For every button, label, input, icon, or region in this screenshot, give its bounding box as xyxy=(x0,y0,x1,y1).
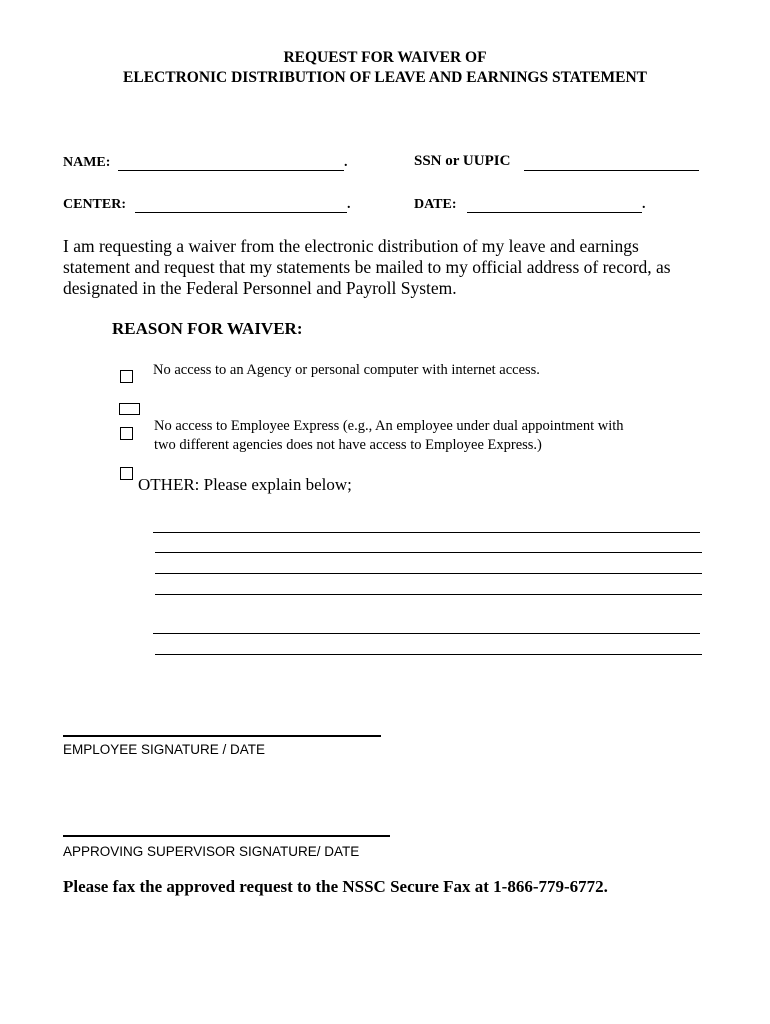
name-field[interactable] xyxy=(118,170,344,171)
fax-instruction: Please fax the approved request to the NSSC Secure Fax at 1-866-779-6772. xyxy=(63,877,608,896)
center-field-terminator: . xyxy=(347,197,351,212)
explanation-line-2[interactable] xyxy=(155,552,702,553)
explanation-line-6[interactable] xyxy=(155,654,702,655)
waiver-statement-line-3: designated in the Federal Personnel and Payroll System. xyxy=(63,278,457,298)
checkbox-no-computer-access[interactable] xyxy=(120,370,133,383)
employee-signature-line[interactable] xyxy=(63,735,381,737)
name-field-terminator: . xyxy=(344,155,348,170)
explanation-line-4[interactable] xyxy=(155,594,702,595)
date-field[interactable] xyxy=(467,212,642,213)
form-title-line-1: REQUEST FOR WAIVER OF xyxy=(283,49,487,66)
waiver-statement-line-2: statement and request that my statements be mailed to my official address of record, as xyxy=(63,257,671,277)
option-no-employee-express xyxy=(154,417,624,455)
ssn-label: SSN or UUPIC xyxy=(414,153,511,169)
supervisor-signature-label: APPROVING SUPERVISOR SIGNATURE/ DATE xyxy=(63,844,360,859)
waiver-statement xyxy=(63,236,723,299)
option-no-employee-express-line-2: two different agencies does not have access to Employee Express.) xyxy=(154,437,542,453)
date-label: DATE: xyxy=(414,197,457,212)
center-label: CENTER: xyxy=(63,197,127,212)
supervisor-signature-line[interactable] xyxy=(63,835,390,837)
reason-heading: REASON FOR WAIVER: xyxy=(112,319,303,338)
option-no-computer-access: No access to an Agency or personal computer with internet access. xyxy=(153,362,540,378)
date-field-terminator: . xyxy=(642,197,646,212)
employee-signature-label: EMPLOYEE SIGNATURE / DATE xyxy=(63,742,266,757)
explanation-line-5[interactable] xyxy=(153,633,700,634)
name-label: NAME: xyxy=(63,155,111,170)
explanation-line-3[interactable] xyxy=(155,573,702,574)
option-no-employee-express-line-1: No access to Employee Express (e.g., An employee under dual appointment with xyxy=(154,418,624,434)
checkbox-no-employee-express[interactable] xyxy=(120,427,133,440)
center-field[interactable] xyxy=(135,212,347,213)
checkbox-other[interactable] xyxy=(120,467,133,480)
option-other: OTHER: Please explain below; xyxy=(138,475,352,494)
waiver-statement-line-1: I am requesting a waiver from the electronic distribution of my leave and earnings xyxy=(63,236,639,256)
form-title-line-2: ELECTRONIC DISTRIBUTION OF LEAVE AND EARNINGS STATEMENT xyxy=(123,69,647,86)
checkbox-blank[interactable] xyxy=(119,403,140,415)
ssn-field[interactable] xyxy=(524,170,699,171)
explanation-line-1[interactable] xyxy=(153,532,700,533)
